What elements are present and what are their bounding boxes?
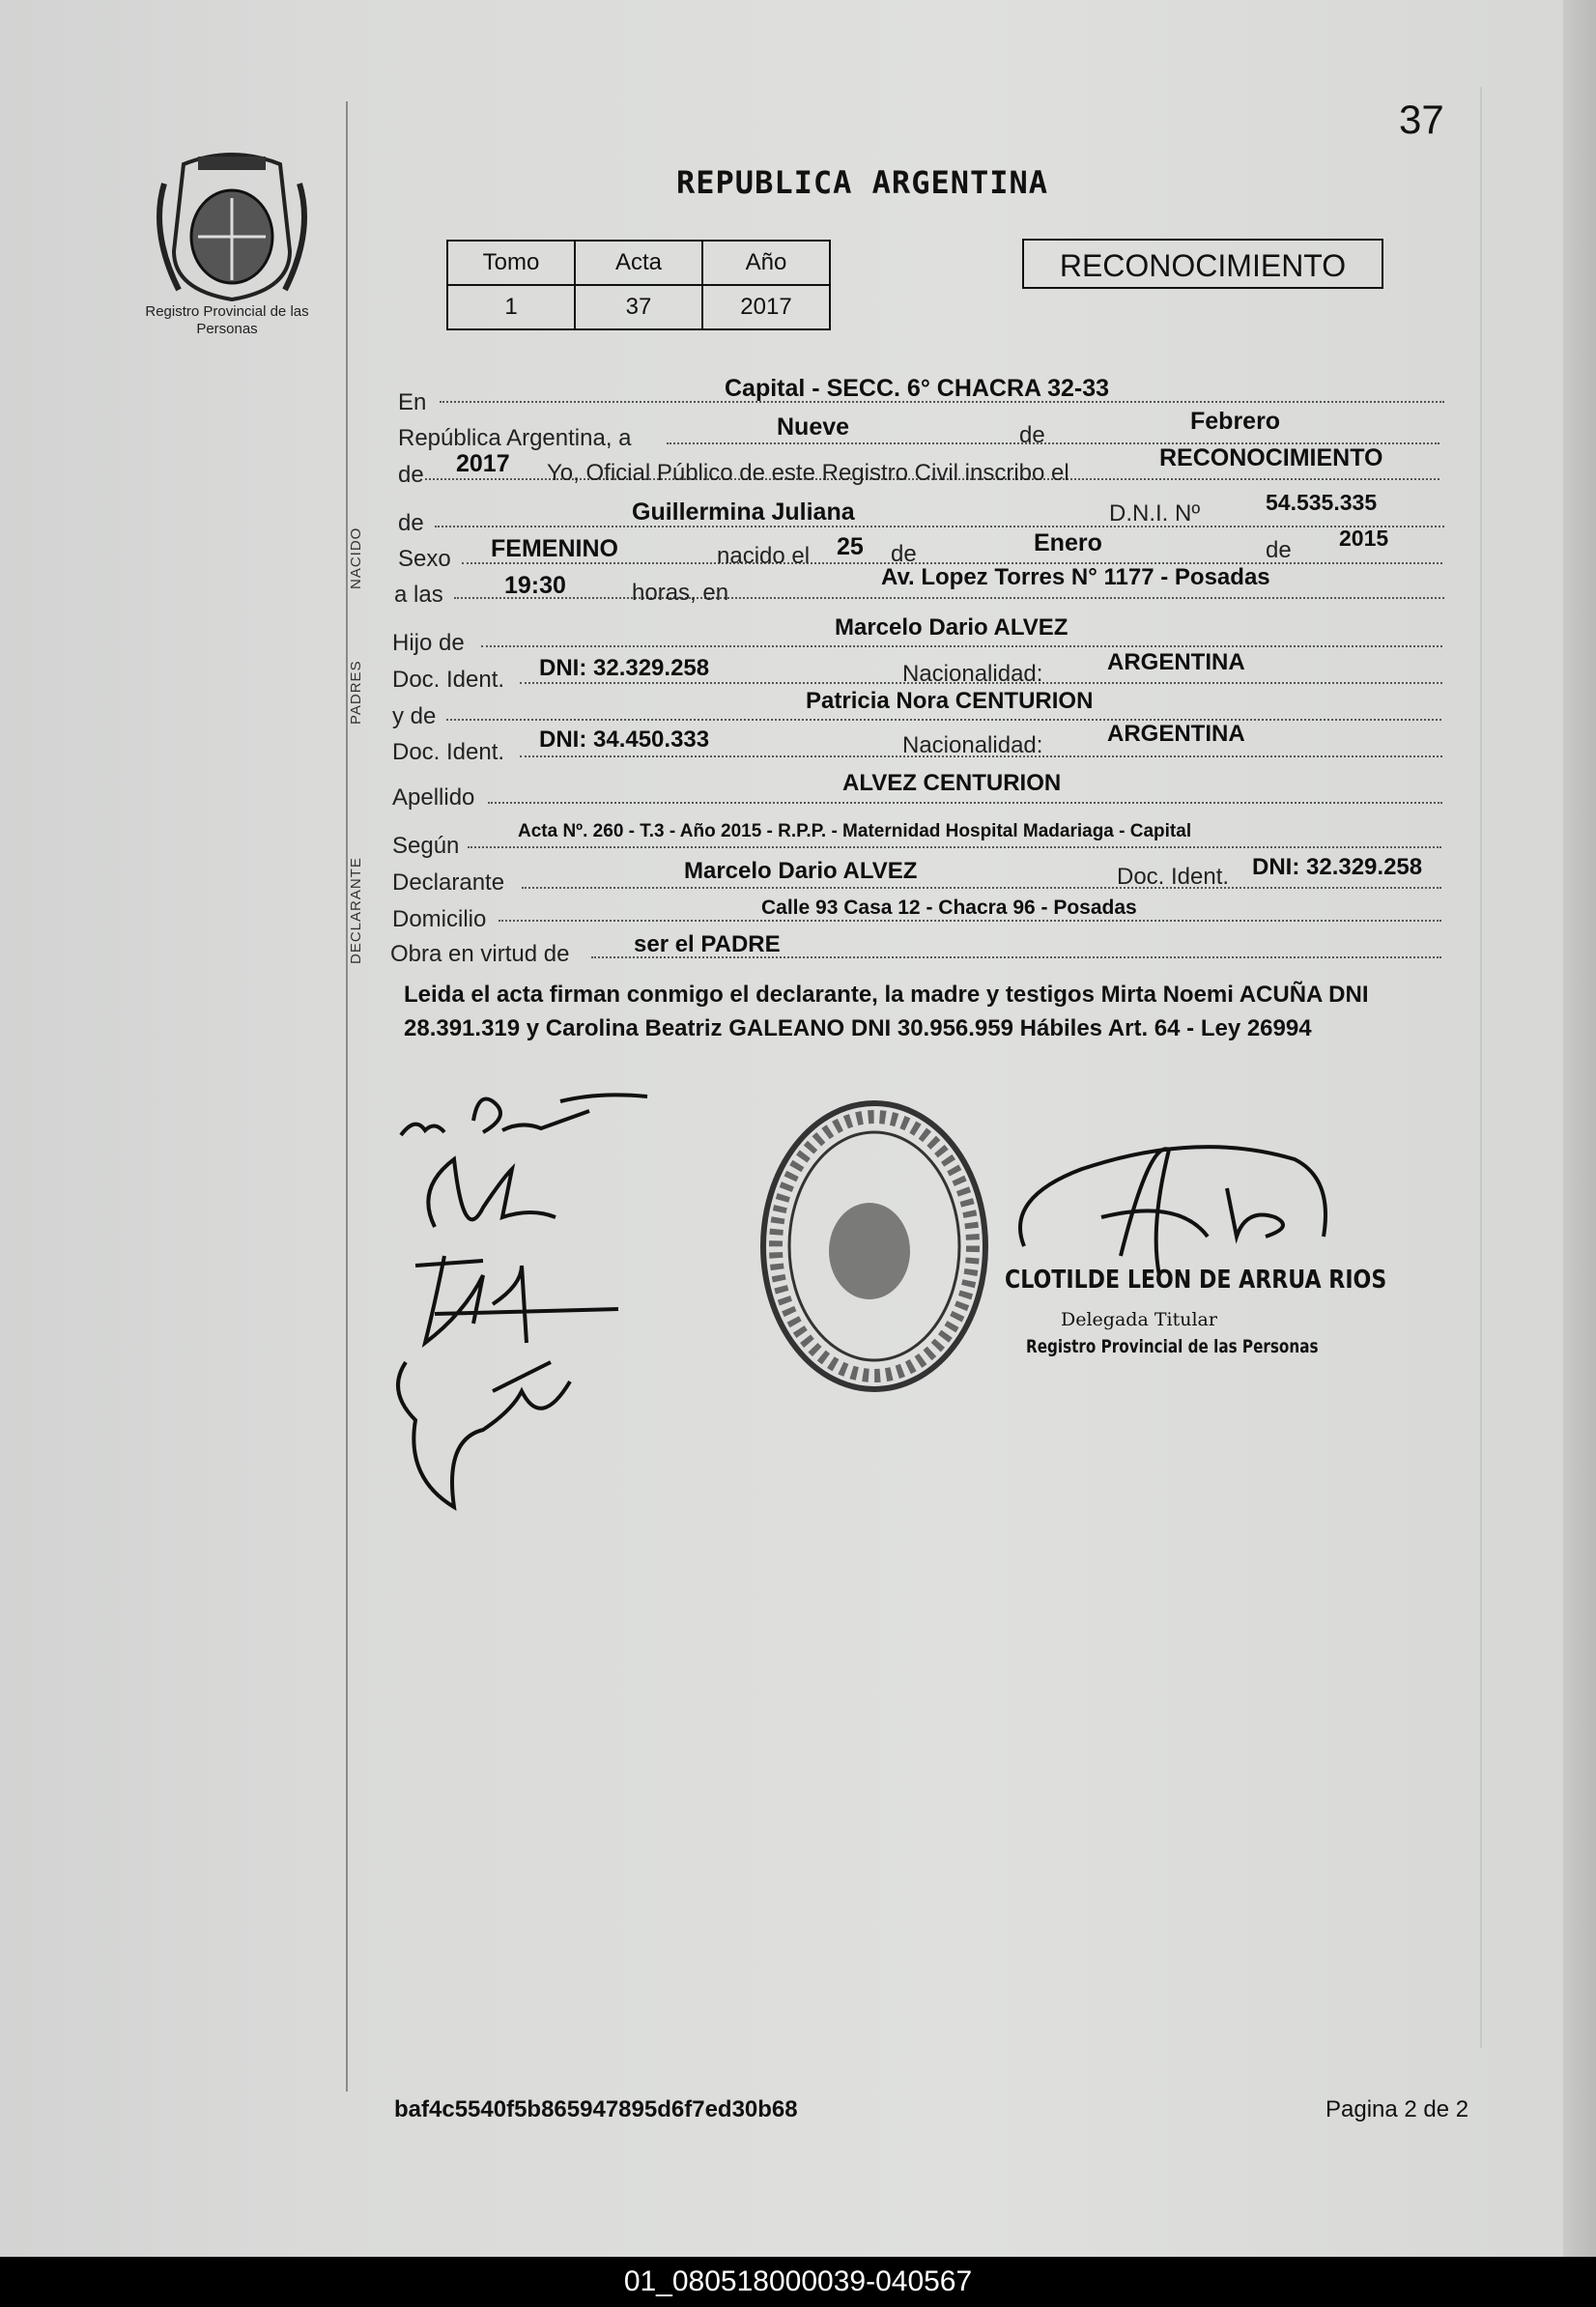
label-domicilio: Domicilio — [392, 906, 487, 932]
label-de3: de — [398, 510, 424, 536]
image-file-id: 01_080518000039-040567 — [0, 2257, 1596, 2306]
label-horas-en: horas, en — [632, 580, 729, 606]
label-sexo: Sexo — [398, 546, 451, 572]
value-mes: Febrero — [1190, 408, 1281, 435]
label-nacionalidad-madre: Nacionalidad: — [902, 732, 1043, 758]
official-role: Delegada Titular — [1061, 1309, 1217, 1330]
label-y-de: y de — [392, 703, 437, 729]
value-madre-dni: DNI: 34.450.333 — [539, 726, 710, 753]
value-declarante: Marcelo Dario ALVEZ — [684, 858, 918, 884]
reference-table — [446, 240, 831, 330]
label-en: En — [398, 389, 427, 415]
right-margin-rule — [1480, 87, 1482, 2048]
value-padre: Marcelo Dario ALVEZ — [835, 614, 1069, 641]
label-de2: de — [398, 462, 424, 488]
left-margin-rule — [346, 101, 348, 2092]
label-segun: Según — [392, 833, 460, 859]
label-obra: Obra en virtud de — [390, 941, 570, 967]
label-apellido: Apellido — [392, 784, 475, 811]
value-declarante-dni: DNI: 32.329.258 — [1252, 854, 1423, 880]
header-acta: Acta — [575, 241, 702, 285]
value-madre-nac: ARGENTINA — [1107, 721, 1245, 747]
label-declarante: Declarante — [392, 869, 505, 896]
label-yo: Yo, Oficial Público de este Registro Civil inscribo el — [547, 460, 1069, 486]
value-padre-dni: DNI: 32.329.258 — [539, 655, 710, 681]
value-segun: Acta Nº. 260 - T.3 - Año 2015 - R.P.P. - Maternidad Hospital Madariaga - Capital — [518, 821, 1192, 841]
header-anio: Año — [702, 241, 830, 285]
value-apellido: ALVEZ CENTURION — [842, 770, 1062, 796]
value-obra: ser el PADRE — [634, 931, 781, 957]
value-lugar: Capital - SECC. 6° CHACRA 32-33 — [725, 375, 1110, 402]
official-seal-stamp — [754, 1092, 995, 1401]
page-number: 37 — [1399, 97, 1444, 142]
header-tomo: Tomo — [447, 241, 575, 285]
value-nac-mes: Enero — [1034, 529, 1102, 556]
document-hash: baf4c5540f5b865947895d6f7ed30b68 — [394, 2096, 798, 2122]
label-republica: República Argentina, a — [398, 425, 632, 451]
act-type-box: RECONOCIMIENTO — [1022, 239, 1383, 289]
value-madre: Patricia Nora CENTURION — [806, 688, 1094, 714]
side-label-nacido: NACIDO — [348, 527, 364, 589]
value-domicilio: Calle 93 Casa 12 - Chacra 96 - Posadas — [761, 897, 1137, 919]
label-nacido-el: nacido el — [717, 543, 811, 569]
value-dni: 54.535.335 — [1266, 490, 1378, 515]
official-name: CLOTILDE LEON DE ARRUA RIOS — [1005, 1266, 1387, 1295]
official-office: Registro Provincial de las Personas — [1026, 1336, 1319, 1357]
label-dni: D.N.I. Nº — [1109, 500, 1201, 527]
value-padre-nac: ARGENTINA — [1107, 649, 1245, 675]
value-nac-anio: 2015 — [1339, 526, 1389, 551]
side-label-padres: PADRES — [348, 660, 364, 725]
handwritten-signatures — [386, 1072, 676, 1517]
value-lugar-nac: Av. Lopez Torres N° 1177 - Posadas — [881, 564, 1270, 590]
value-anio: 2017 — [702, 285, 830, 329]
value-sexo: FEMENINO — [491, 535, 618, 562]
value-anio: 2017 — [456, 450, 510, 477]
value-nac-dia: 25 — [837, 533, 864, 560]
side-label-declarante: DECLARANTE — [348, 857, 364, 964]
label-de4: de — [891, 541, 917, 567]
page-indicator: Pagina 2 de 2 — [1325, 2096, 1469, 2122]
value-tipo: RECONOCIMIENTO — [1159, 444, 1383, 471]
label-doc-ident: Doc. Ident. — [392, 667, 505, 693]
closing-statement: Leida el acta firman conmigo el declarante, la madre y testigos Mirta Noemi ACUÑA DNI 28.391.319 y Carolina Beatriz GALEANO DNI 30.956.959 Hábiles Art. 64 - Ley 26994 — [404, 982, 1369, 1041]
label-hijo-de: Hijo de — [392, 630, 465, 656]
label-doc-ident-madre: Doc. Ident. — [392, 739, 505, 765]
label-de5: de — [1266, 537, 1292, 563]
page-edge-shadow — [1563, 0, 1596, 2257]
value-hora: 19:30 — [504, 572, 566, 599]
value-dia: Nueve — [777, 413, 850, 441]
label-de: de — [1019, 422, 1045, 448]
label-a-las: a las — [394, 582, 443, 608]
crest-caption: Registro Provincial de las Personas — [145, 303, 309, 337]
document-title: REPUBLICA ARGENTINA — [676, 164, 1049, 201]
value-acta: 37 — [575, 285, 702, 329]
value-tomo: 1 — [447, 285, 575, 329]
label-nacionalidad: Nacionalidad: — [902, 661, 1043, 687]
value-nombre: Guillermina Juliana — [632, 498, 855, 526]
label-doc-ident-declarante: Doc. Ident. — [1117, 864, 1230, 890]
